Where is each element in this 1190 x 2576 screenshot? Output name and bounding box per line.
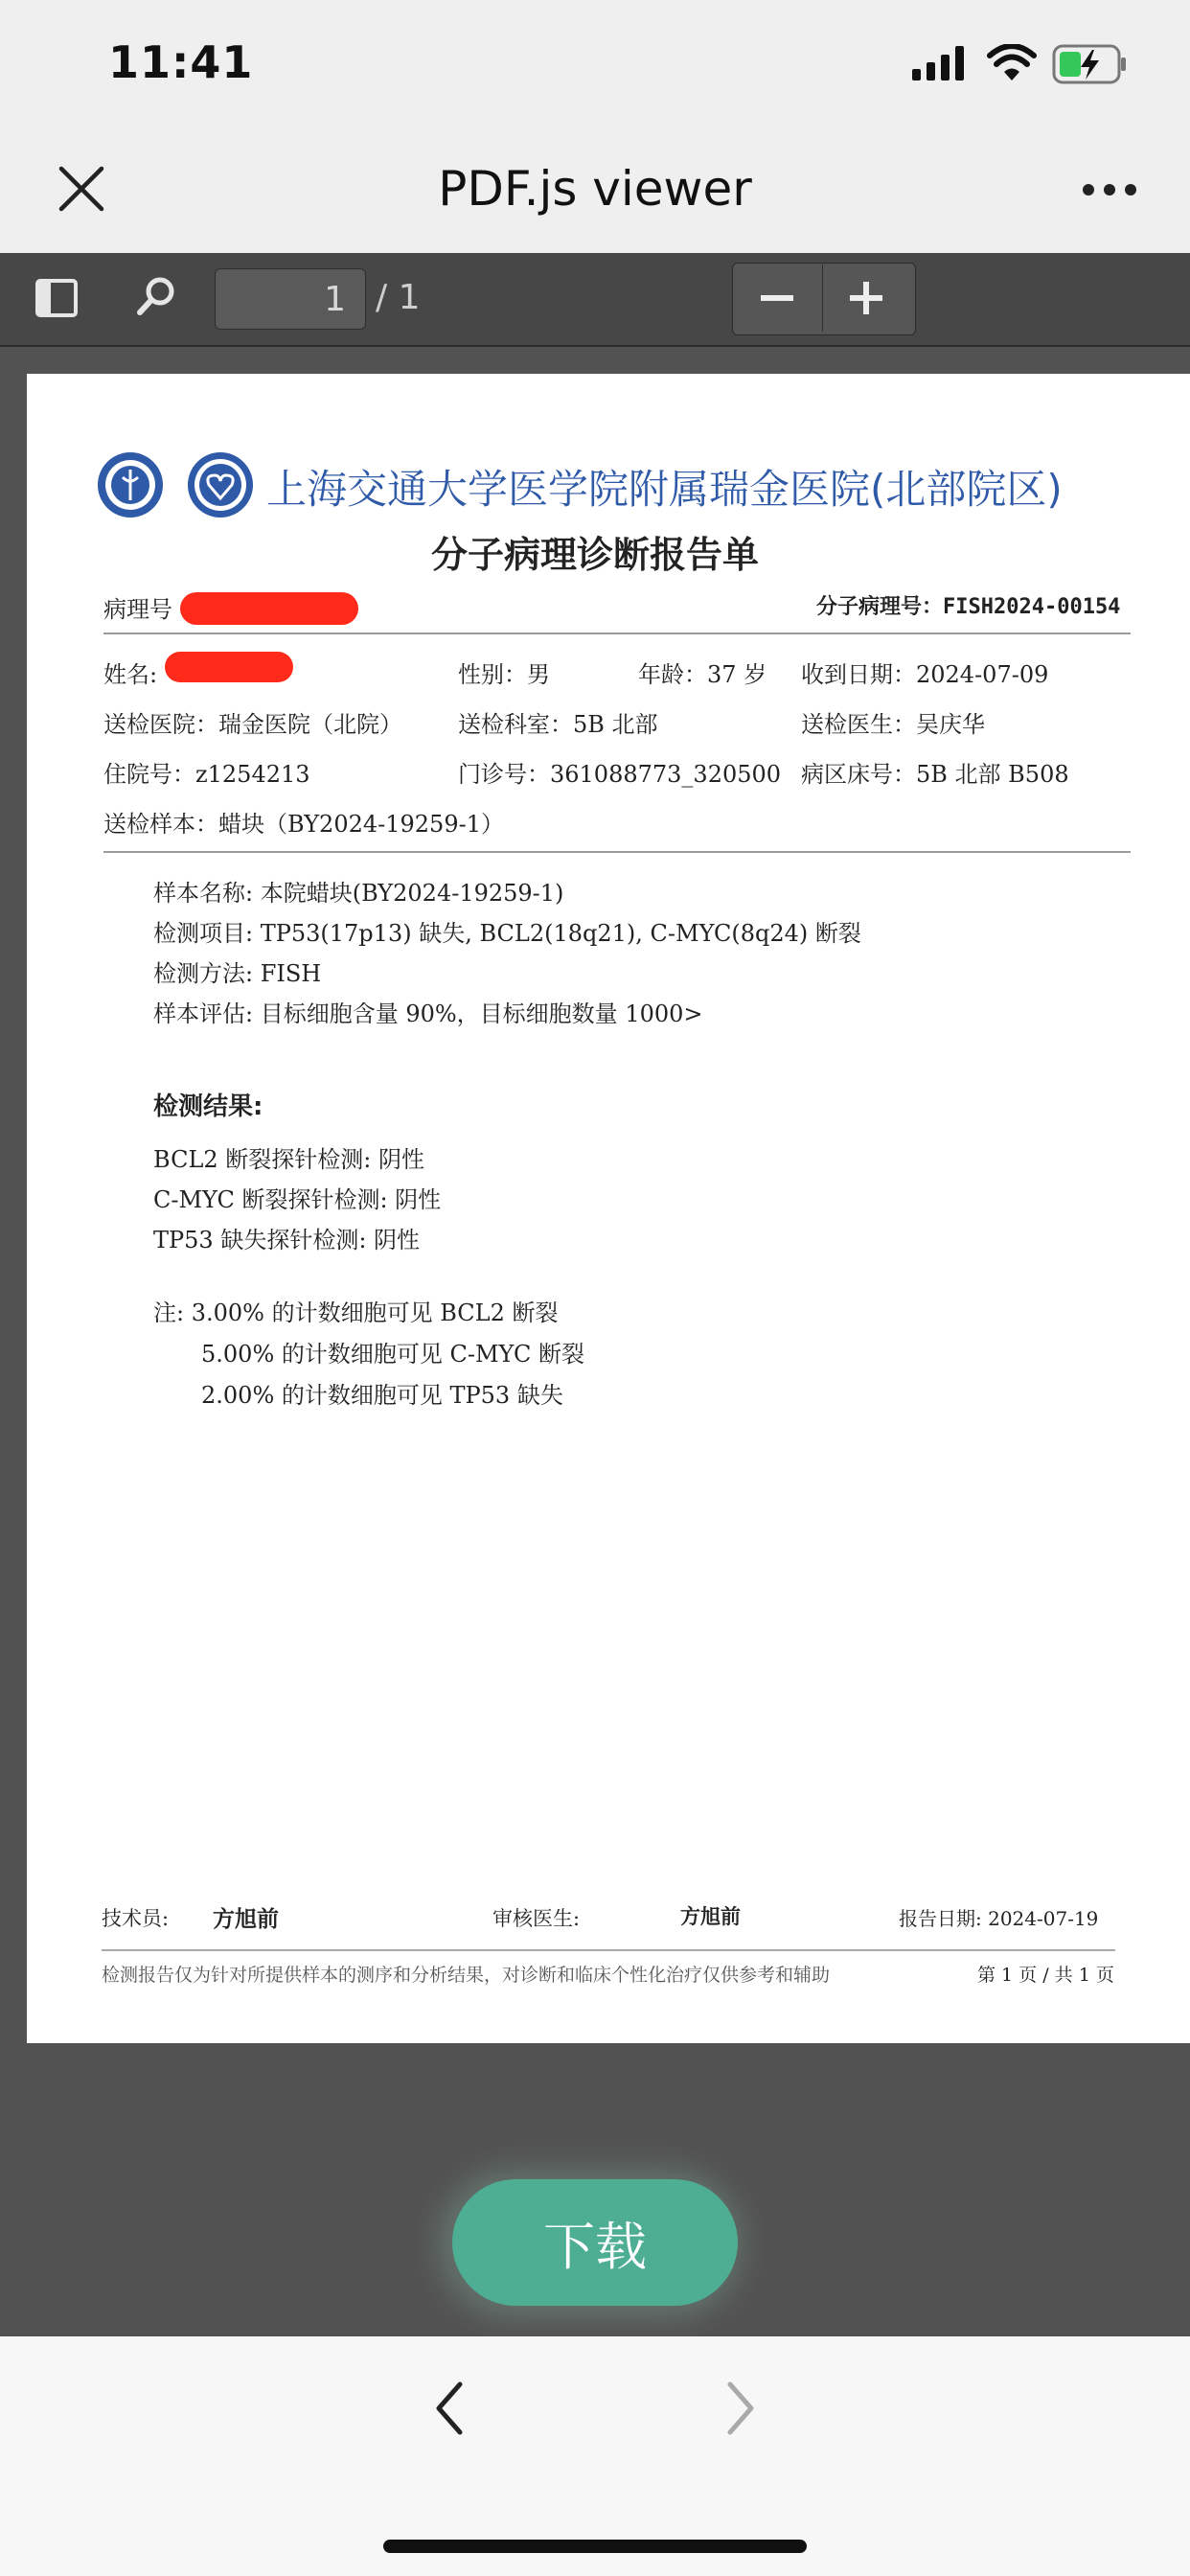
sample-name: 样本名称: 本院蜡块(BY2024-19259-1): [153, 880, 564, 907]
battery-icon: [1052, 44, 1129, 84]
sidebar-toggle-icon[interactable]: [34, 278, 79, 318]
forward-arrow-icon[interactable]: [724, 2380, 757, 2436]
hospital-name: 上海交通大学医学院附属瑞金医院(北部院区): [266, 466, 1063, 513]
result-item: TP53 缺失探针检测: 阴性: [153, 1227, 421, 1254]
zoom-in-icon[interactable]: [847, 279, 885, 317]
inpatient-no: 住院号：z1254213: [103, 761, 310, 788]
report-title: 分子病理诊断报告单: [430, 534, 759, 576]
note-item: 5.00% 的计数细胞可见 C-MYC 断裂: [201, 1341, 584, 1368]
received-date: 收到日期：2024-07-09: [801, 661, 1049, 688]
disclaimer: 检测报告仅为针对所提供样本的测序和分析结果，对诊断和临床个性化治疗仅供参考和辅助: [102, 1965, 831, 1986]
redaction-mark: [180, 592, 358, 625]
result-item: C-MYC 断裂探针检测: 阴性: [153, 1186, 442, 1213]
zoom-out-icon[interactable]: [758, 286, 796, 310]
age: 年龄：37 岁: [638, 661, 767, 688]
sample-evaluation: 样本评估: 目标细胞含量 90%，目标细胞数量 1000>: [153, 1000, 703, 1027]
report-date: 报告日期: 2024-07-19: [899, 1907, 1099, 1930]
page-number-input[interactable]: 1: [215, 268, 366, 330]
outpatient-no: 门诊号：361088773_320500: [458, 761, 782, 788]
note-item: 2.00% 的计数细胞可见 TP53 缺失: [201, 1382, 563, 1409]
reviewer-label: 审核医生:: [492, 1907, 581, 1930]
more-icon[interactable]: [1081, 182, 1138, 197]
sending-department: 送检科室：5B 北部: [458, 711, 658, 738]
molecular-pathology-no: 分子病理号：FISH2024-00154: [816, 595, 1121, 619]
results-heading: 检测结果:: [153, 1092, 263, 1121]
sending-doctor: 送检医生：吴庆华: [801, 711, 985, 738]
technician-name: 方旭前: [213, 1906, 279, 1932]
back-arrow-icon[interactable]: [433, 2380, 466, 2436]
home-indicator: [383, 2540, 807, 2553]
hospital-logo-icon: [186, 450, 255, 519]
signal-icon: [912, 46, 968, 80]
wifi-icon: [987, 44, 1037, 82]
status-time: 11:41: [108, 36, 254, 88]
test-method: 检测方法: FISH: [153, 960, 322, 987]
technician-label: 技术员:: [102, 1907, 170, 1930]
name-label: 姓名:: [103, 661, 158, 688]
search-icon[interactable]: [134, 274, 178, 318]
redaction-mark: [165, 652, 293, 682]
sample-sent: 送检样本：蜡块（BY2024-19259-1）: [103, 811, 504, 838]
pathology-no-label: 病理号: [103, 596, 172, 623]
bed-no: 病区床号：5B 北部 B508: [801, 761, 1069, 788]
sending-hospital: 送检医院：瑞金医院（北院）: [103, 711, 402, 738]
reviewer-name: 方旭前: [680, 1904, 741, 1928]
download-button[interactable]: 下载: [452, 2179, 738, 2306]
result-item: BCL2 断裂探针检测: 阴性: [153, 1146, 424, 1173]
page-info: 第 1 页 / 共 1 页: [977, 1965, 1114, 1986]
pdf-toolbar: [0, 253, 1190, 347]
test-items: 检测项目: TP53(17p13) 缺失, BCL2(18q21), C-MYC(8q24) 断裂: [153, 920, 861, 947]
note-item: 注: 3.00% 的计数细胞可见 BCL2 断裂: [153, 1300, 559, 1326]
page-title: PDF.js viewer: [438, 161, 752, 217]
university-logo-icon: [96, 450, 165, 519]
page-total: / 1: [376, 278, 421, 317]
gender: 性别：男: [458, 661, 550, 688]
